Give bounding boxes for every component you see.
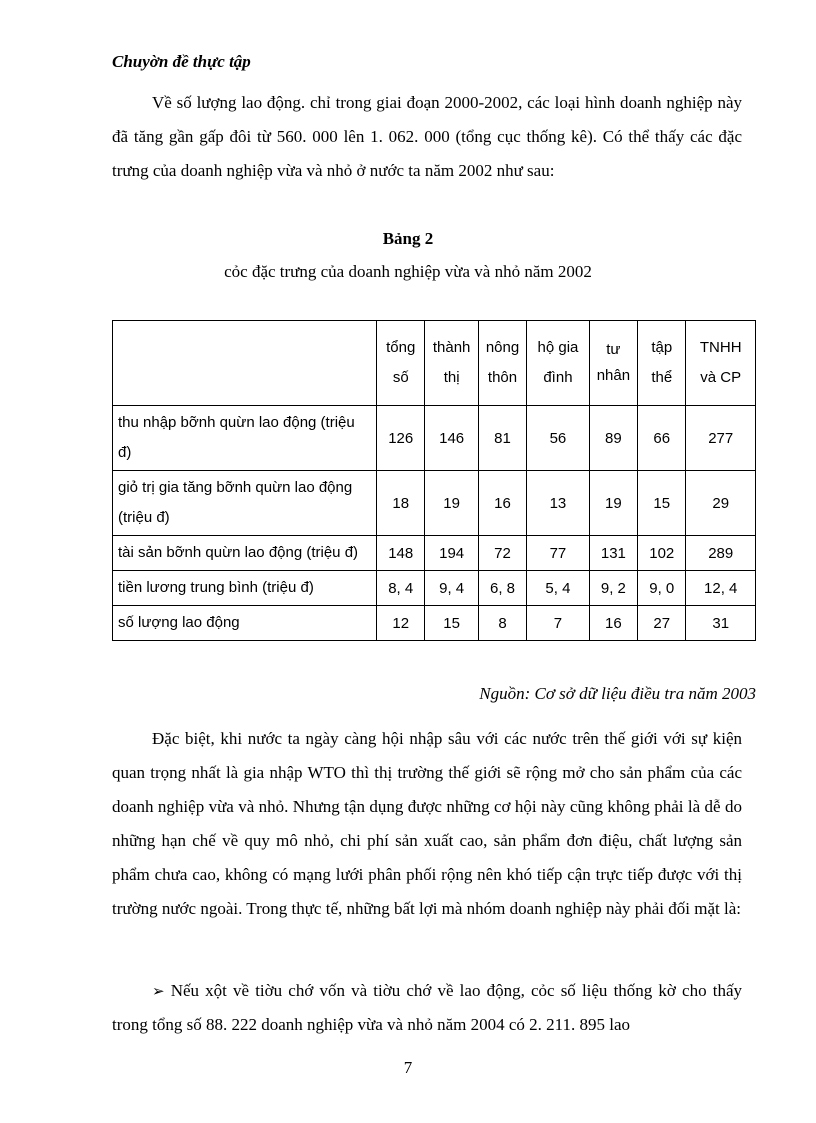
table-cell: 31 (686, 606, 756, 641)
table-cell: 8 (478, 606, 526, 641)
table-cell: 19 (425, 471, 478, 536)
column-header: tập thể (638, 321, 686, 406)
table-subtitle: cỏc đặc trưng của doanh nghiệp vừa và nhỏ năm 2002 (224, 262, 592, 281)
column-header: nông thôn (478, 321, 526, 406)
document-header: Chuyờn đề thực tập (112, 52, 251, 71)
table-cell: 146 (425, 406, 478, 471)
table-cell: 56 (527, 406, 589, 471)
table-cell: 6, 8 (478, 571, 526, 606)
body-paragraph (112, 722, 742, 926)
table-cell: 18 (377, 471, 425, 536)
intro-text: Về số lượng lao động. chỉ trong giai đoạn 2000-2002, các loại hình doanh nghiệp này đã tăng gần gấp đôi từ 560. 000 lên 1. 062. 000 (tổng cục thống kê). Có thể thấy các đặc trưng của doanh nghiệp vừa và nhỏ ở nước ta năm 2002 như sau: (112, 93, 742, 180)
row-label: thu nhập bỡnh quừn lao động (triệu đ) (113, 406, 377, 471)
bullet-paragraph (112, 974, 742, 1042)
table-cell: 15 (425, 606, 478, 641)
column-header: tư nhân (589, 321, 637, 406)
table-cell: 148 (377, 536, 425, 571)
table-cell: 126 (377, 406, 425, 471)
arrow-bullet-icon: ➢ (152, 982, 165, 1000)
table-cell: 12, 4 (686, 571, 756, 606)
table-row (113, 406, 756, 471)
table-cell: 15 (638, 471, 686, 536)
row-label: giỏ trị gia tăng bỡnh quừn lao động (triệu đ) (113, 471, 377, 536)
table-cell: 289 (686, 536, 756, 571)
table-cell: 13 (527, 471, 589, 536)
column-header: hộ gia đình (527, 321, 589, 406)
statistics-table (112, 320, 756, 641)
row-label: tiền lương trung bình (triệu đ) (113, 571, 377, 606)
column-header: tổng số (377, 321, 425, 406)
table-cell: 194 (425, 536, 478, 571)
bullet-item (112, 974, 742, 1042)
row-label: số lượng lao động (113, 606, 377, 641)
table-cell: 16 (478, 471, 526, 536)
corner-cell (113, 321, 377, 406)
table-header-row (113, 321, 756, 406)
table-row (113, 571, 756, 606)
page-number: 7 (403, 1058, 413, 1077)
table-cell: 12 (377, 606, 425, 641)
column-header: thành thị (425, 321, 478, 406)
table-cell: 102 (638, 536, 686, 571)
table-cell: 16 (589, 606, 637, 641)
row-label: tài sản bỡnh quừn lao động (triệu đ) (113, 536, 377, 571)
table-cell: 131 (589, 536, 637, 571)
table-row (113, 606, 756, 641)
table-cell: 66 (638, 406, 686, 471)
table-cell: 5, 4 (527, 571, 589, 606)
table-cell: 77 (527, 536, 589, 571)
table-source-note: Nguồn: Cơ sở dữ liệu điều tra năm 2003 (479, 684, 756, 703)
intro-paragraph (112, 86, 742, 188)
column-header: TNHH và CP (686, 321, 756, 406)
table-cell: 7 (527, 606, 589, 641)
table-cell: 27 (638, 606, 686, 641)
table-title: Bảng 2 (382, 229, 434, 248)
table-cell: 9, 4 (425, 571, 478, 606)
bullet-text: Nếu xột về tiờu chớ vốn và tiờu chớ về lao động, cỏc số liệu thống kờ cho thấy trong tổng số 88. 222 doanh nghiệp vừa và nhỏ năm 2004 có 2. 211. 895 lao (112, 981, 742, 1034)
body-text: Đặc biệt, khi nước ta ngày càng hội nhập sâu với các nước trên thế giới với sự kiện quan trọng nhất là gia nhập WTO thì thị trường thế giới sẽ rộng mở cho sản phẩm của các doanh nghiệp vừa và nhỏ. Nhưng tận dụng được những cơ hội này cũng không phải là dễ do những hạn chế về quy mô nhỏ, chi phí sản xuất cao, sản phẩm đơn điệu, chất lượng sản phẩm chưa cao, không có mạng lưới phân phối rộng nên khó tiếp cận trực tiếp được với thị trường nước ngoài. Trong thực tế, những bất lợi mà nhóm doanh nghiệp này phải đối mặt là: (112, 729, 742, 918)
table-cell: 72 (478, 536, 526, 571)
table-cell: 89 (589, 406, 637, 471)
table-cell: 29 (686, 471, 756, 536)
table-row (113, 471, 756, 536)
table-cell: 9, 2 (589, 571, 637, 606)
table-cell: 277 (686, 406, 756, 471)
table-cell: 8, 4 (377, 571, 425, 606)
table-cell: 9, 0 (638, 571, 686, 606)
table-row (113, 536, 756, 571)
table-cell: 81 (478, 406, 526, 471)
table-cell: 19 (589, 471, 637, 536)
